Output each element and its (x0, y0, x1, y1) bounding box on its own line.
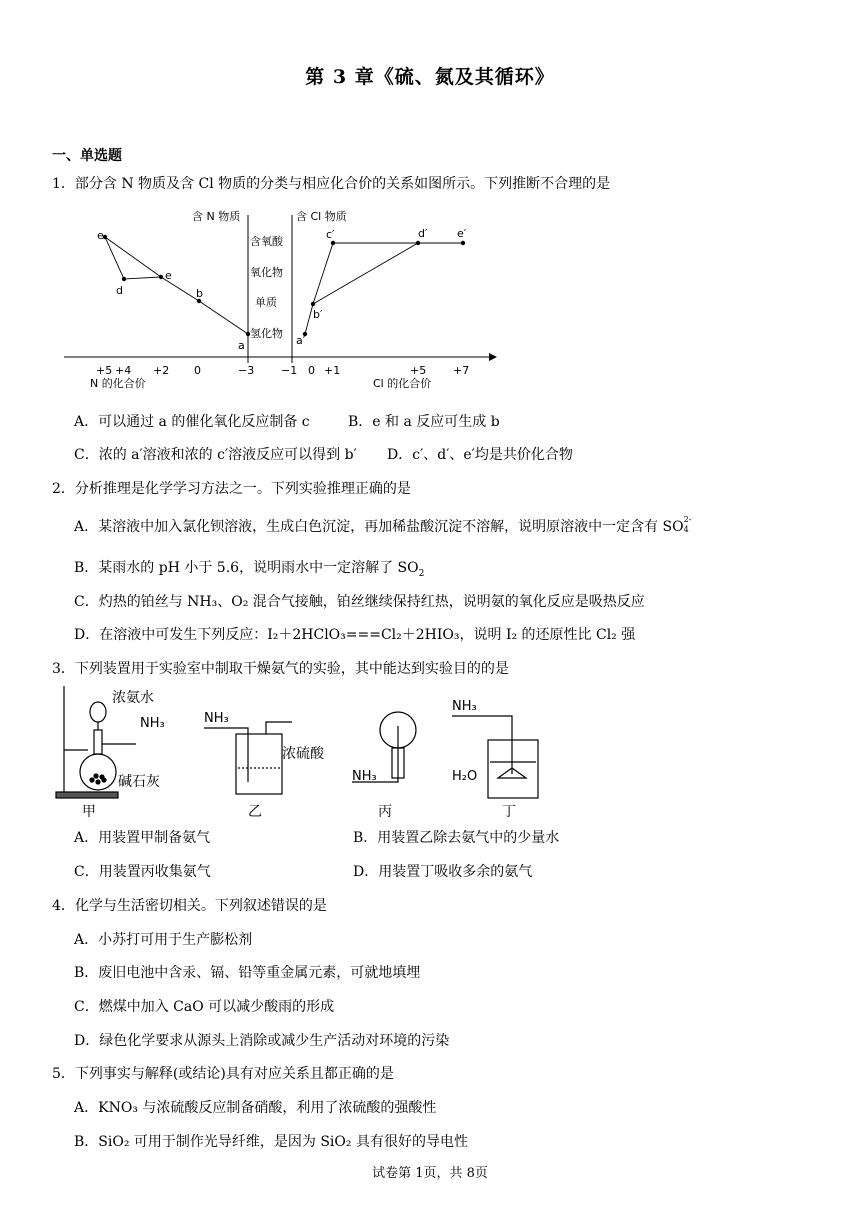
point-b-prime: b′ (313, 308, 323, 321)
q4-option-c: C．燃煤中加入 CaO 可以减少酸雨的形成 (74, 999, 335, 1015)
q2-option-b-text: B．某雨水的 pH 小于 5.6，说明雨水中一定溶解了 SO (74, 560, 419, 576)
q2-option-d: D．在溶液中可发生下列反应：I₂＋2HClO₃===Cl₂＋2HIO₃，说明 I₂ 的还原性比 Cl₂ 强 (74, 627, 636, 643)
label-ammonia-water: 浓氨水 (112, 690, 154, 706)
point-e-n: e (97, 229, 104, 242)
label-conc-h2so4: 浓硫酸 (282, 746, 324, 762)
n-tick-2: +2 (153, 364, 170, 377)
q3-option-a: A．用装置甲制备氨气 (74, 830, 211, 846)
q1-stem: 1．部分含 N 物质及含 Cl 物质的分类与相应化合价的关系如图所示。下列推断不合理的是 (52, 176, 611, 192)
q5-option-b: B．SiO₂ 可用于制作光导纤维，是因为 SiO₂ 具有很好的导电性 (74, 1134, 468, 1150)
section-heading: 一、单选题 (52, 148, 122, 164)
label-h2o: H₂O (452, 769, 478, 784)
page-footer: 试卷第 1页，共 8页 (372, 1166, 488, 1181)
label-nh3-jia: NH₃ (140, 716, 165, 731)
n-substance-label: 含 N 物质 (192, 210, 241, 223)
label-jia: 甲 (82, 804, 96, 820)
point-a-prime: a′ (296, 334, 306, 347)
label-nh3-ding: NH₃ (452, 699, 477, 714)
label-ding: 丁 (502, 804, 516, 820)
q4-stem: 4．化学与生活密切相关。下列叙述错误的是 (52, 898, 327, 914)
cl-tick-7: +7 (453, 364, 470, 377)
cat-element: 单质 (255, 296, 277, 309)
q1-option-d: D．c′、d′、e′均是共价化合物 (387, 447, 573, 463)
q5-stem: 5．下列事实与解释(或结论)具有对应关系且都正确的是 (52, 1066, 394, 1082)
n-tick-5: +5 (96, 364, 113, 377)
cl-tick-0: 0 (308, 364, 315, 377)
q2-option-c: C．灼热的铂丝与 NH₃、O₂ 混合气接触，铂丝继续保持红热，说明氨的氧化反应是吸热反应 (74, 594, 645, 610)
n-axis-label: N 的化合价 (90, 377, 146, 390)
q4-option-b: B．废旧电池中含汞、镉、铅等重金属元素，可就地填埋 (74, 965, 421, 981)
label-yi: 乙 (248, 804, 262, 820)
label-soda-lime: 碱石灰 (118, 774, 160, 790)
q2-option-a-text: A．某溶液中加入氯化钡溶液，生成白色沉淀，再加稀盐酸沉淀不溶解，说明原溶液中一定含有 SO (74, 519, 684, 535)
cat-hydride: 氢化物 (250, 327, 283, 340)
q3-option-b: B．用装置乙除去氨气中的少量水 (353, 830, 560, 846)
q2-so4-charge: 2- (683, 515, 692, 524)
q1-option-b: B．e 和 a 反应可生成 b (348, 414, 500, 430)
point-d: d (116, 284, 123, 297)
cl-tick-5: +5 (410, 364, 427, 377)
point-b: b (196, 287, 203, 300)
point-d-prime: d′ (418, 227, 428, 240)
point-e-prime: e′ (457, 227, 467, 240)
n-tick-0: 0 (194, 364, 201, 377)
q2-so4-sub: 4 (683, 525, 689, 534)
q2-so2-sub: 2 (418, 568, 425, 579)
q4-option-a: A．小苏打可用于生产膨松剂 (74, 932, 253, 948)
point-c-prime: c′ (326, 228, 335, 241)
valence-chart (60, 203, 505, 390)
q3-option-d: D．用装置丁吸收多余的氨气 (353, 864, 533, 880)
cl-tick-1: +1 (324, 364, 341, 377)
cat-oxide: 氧化物 (250, 266, 283, 279)
q3-stem: 3．下列装置用于实验室中制取干燥氨气的实验，其中能达到实验目的的是 (52, 661, 509, 677)
cl-axis-label: Cl 的化合价 (373, 377, 432, 390)
q5-option-a: A．KNO₃ 与浓硫酸反应制备硝酸，利用了浓硫酸的强酸性 (74, 1100, 437, 1116)
q2-option-a (74, 516, 694, 536)
q2-stem: 2．分析推理是化学学习方法之一。下列实验推理正确的是 (52, 481, 411, 497)
point-a: a (238, 339, 245, 352)
q2-option-b (74, 557, 424, 579)
cl-tick-m1: −1 (281, 364, 298, 377)
q4-option-d: D．绿色化学要求从源头上消除或减少生产活动对环境的污染 (74, 1033, 450, 1049)
n-tick-m3: −3 (238, 364, 255, 377)
cl-substance-label: 含 Cl 物质 (296, 210, 347, 223)
q1-option-c: C．浓的 a′溶液和浓的 c′溶液反应可以得到 b′ (74, 447, 357, 463)
cat-oxyacid: 含氧酸 (250, 235, 283, 248)
n-tick-4: +4 (115, 364, 132, 377)
page-title: 第 3 章《硫、氮及其循环》 (305, 66, 555, 88)
label-nh3-bing: NH₃ (352, 769, 377, 784)
label-bing: 丙 (378, 804, 392, 820)
point-e-n2: e (165, 269, 172, 282)
label-nh3-yi: NH₃ (204, 711, 229, 726)
apparatus-figure (52, 682, 552, 820)
q3-option-c: C．用装置丙收集氨气 (74, 864, 211, 880)
q1-option-a: A．可以通过 a 的催化氧化反应制备 c (74, 414, 310, 430)
